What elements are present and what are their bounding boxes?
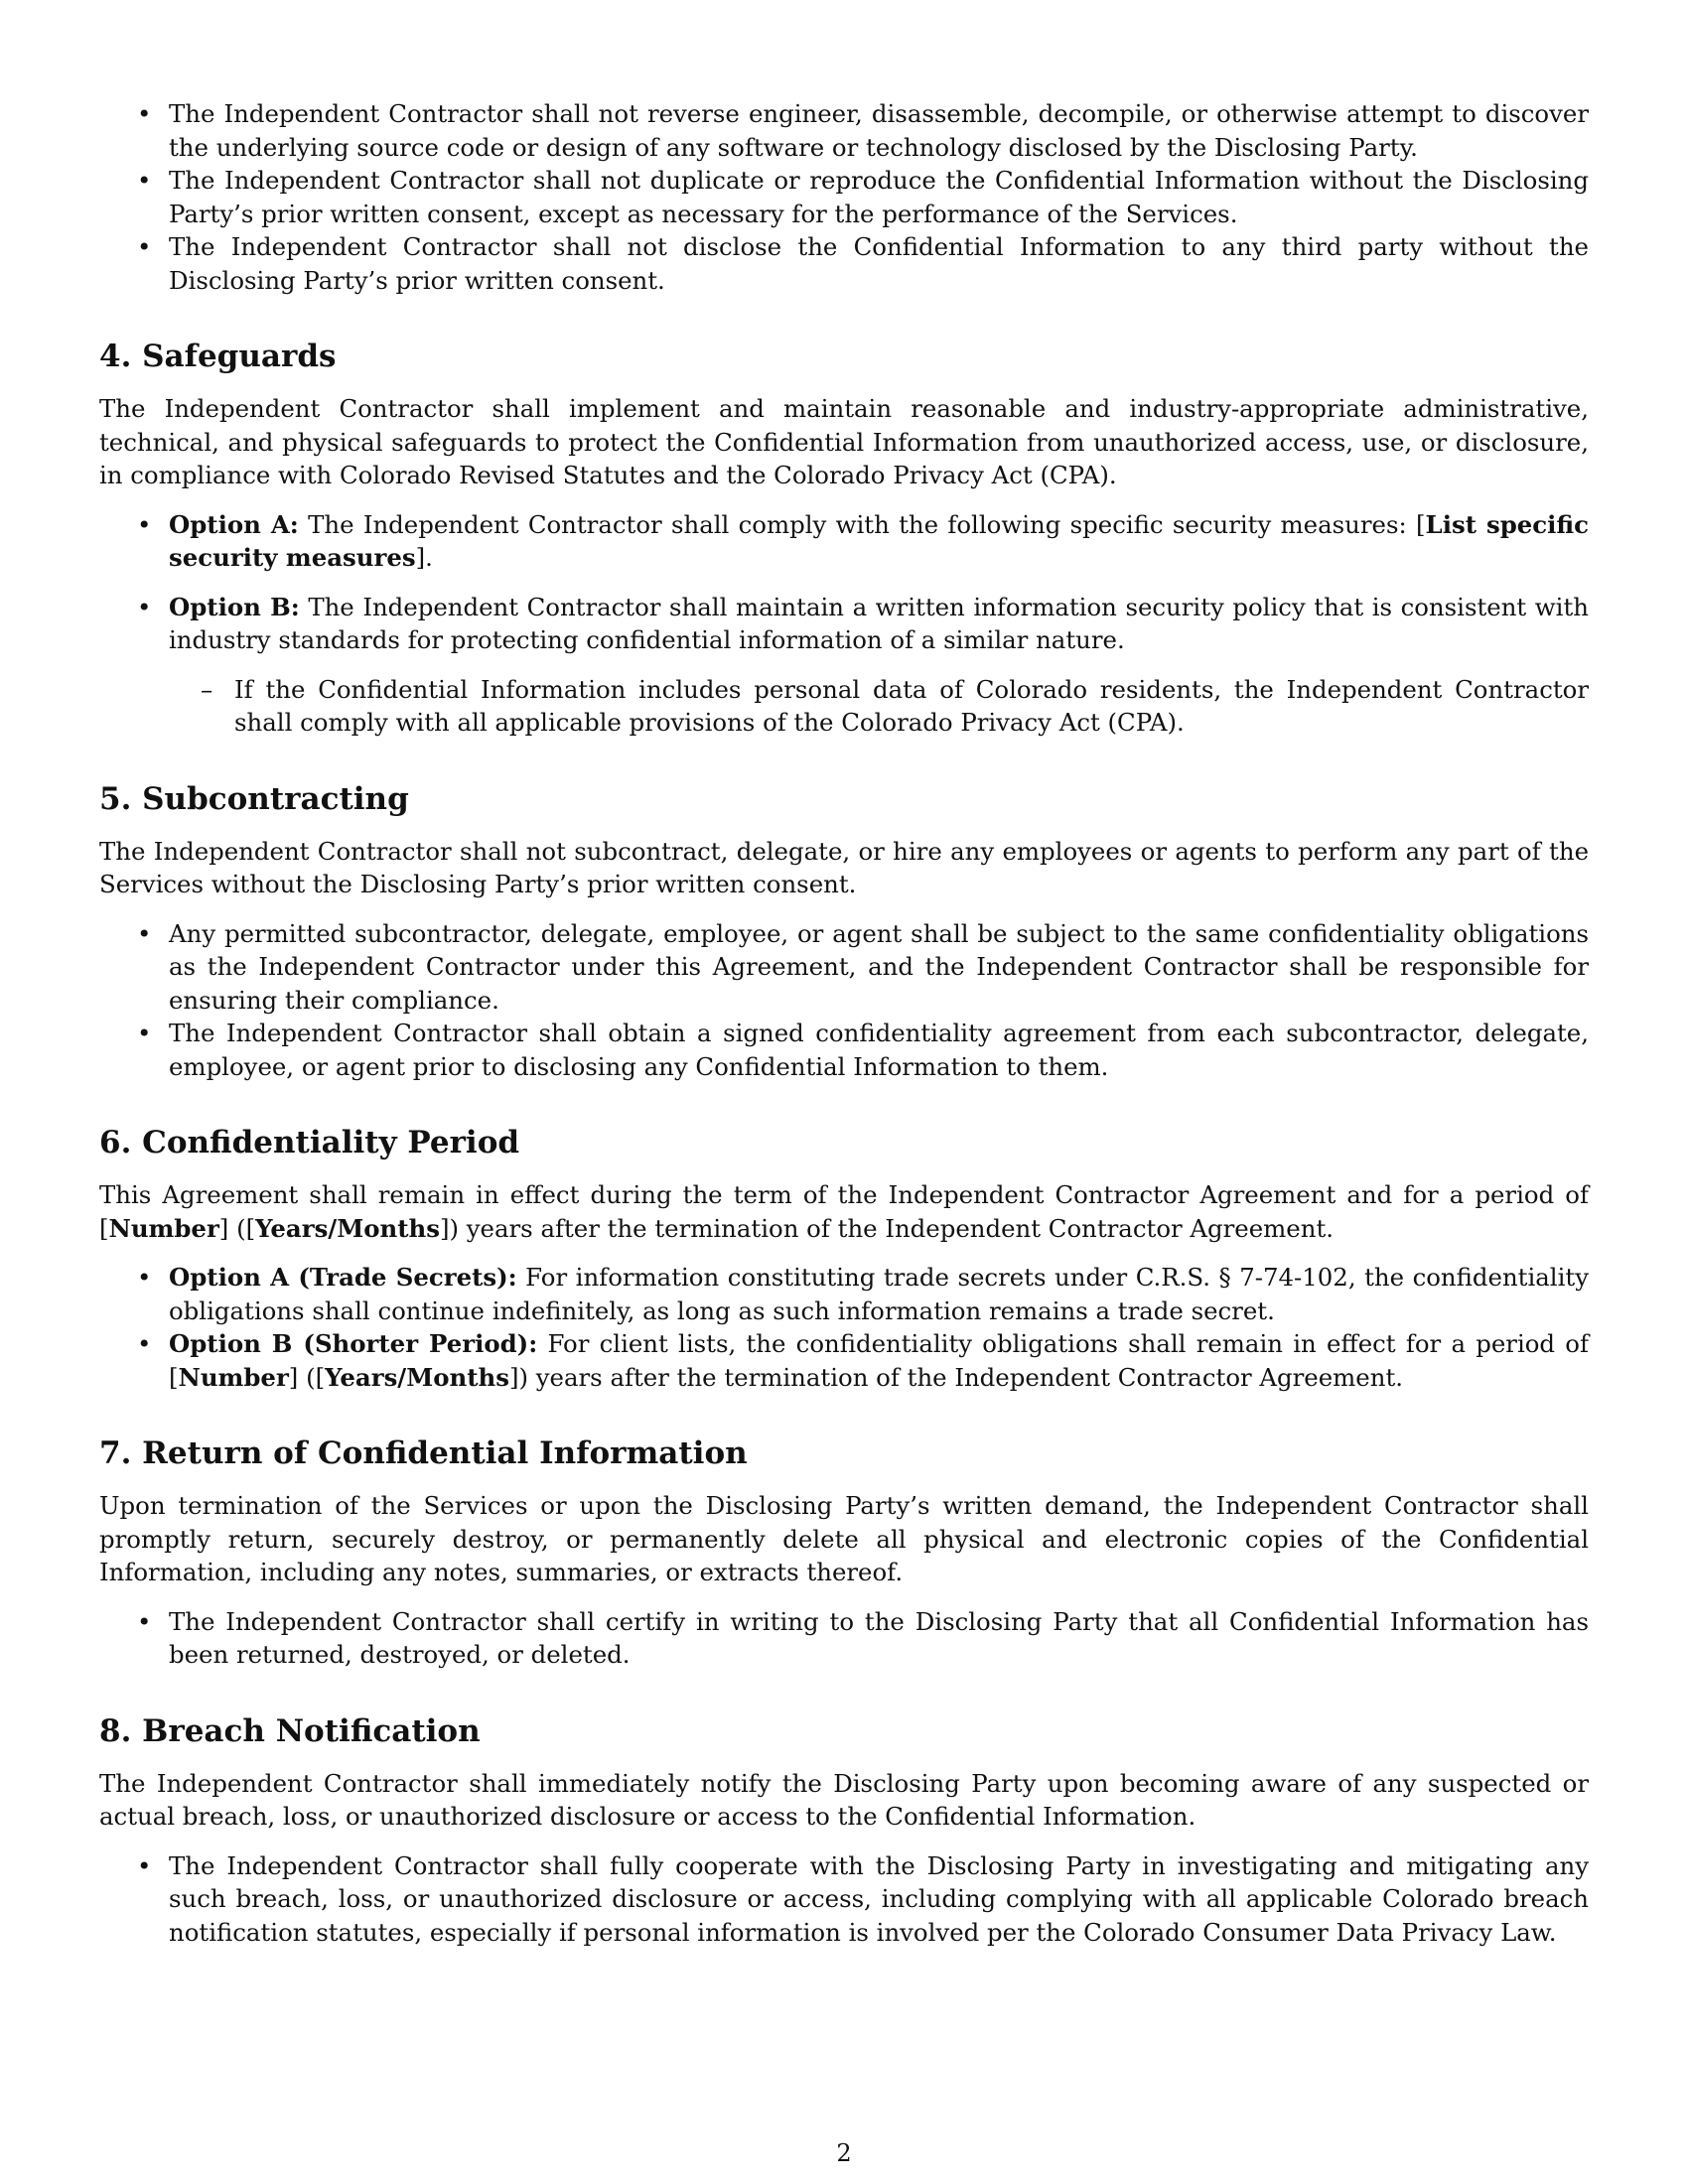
- list-item: • The Independent Contractor shall not reverse engineer, disassemble, decompile, or otherwise attempt to discover the underlying source code or design of any software or technology disclosed by the Disclosing Party.: [99, 97, 1589, 164]
- safeguards-options-list: [99, 508, 1589, 740]
- section-body-return-of-information: Upon termination of the Services or upon the Disclosing Party’s written demand, the Independent Contractor shall promptly return, securely destroy, or permanently delete all physical and electronic copies of the Confidential Information, including any notes, summaries, or extracts thereof.: [99, 1491, 1589, 1586]
- placeholder-text: List specific security measures: [169, 509, 1590, 572]
- option-text: The Independent Contractor shall comply with the following specific security measures:: [298, 509, 1417, 539]
- list-item: • The Independent Contractor shall not disclose the Confidential Information to any third party without the Disclosing Party’s prior written consent.: [99, 230, 1589, 297]
- section-body-confidentiality-period: This Agreement shall remain in effect during the term of the Independent Contractor Agreement and for a period of [Number] ([Years/Months]) years after the termination of the Independent Contractor Agreement.: [99, 1180, 1589, 1243]
- subcontracting-list: [99, 917, 1589, 1084]
- body-text: This Agreement shall remain in effect during the term of the Independent Contractor Agreement and for a period of: [99, 1180, 1589, 1209]
- sub-list: [169, 673, 1589, 740]
- body-text: ) years after the termination of the Independent Contractor Agreement.: [449, 1213, 1334, 1243]
- option-text: For client lists, the confidentiality obligations shall remain in effect for a period of: [537, 1329, 1589, 1358]
- placeholder-text: Years/Months: [255, 1213, 440, 1243]
- placeholder-text: Number: [178, 1362, 289, 1392]
- confidentiality-period-options-list: [99, 1261, 1589, 1394]
- section-heading-breach-notification: 8. Breach Notification: [99, 1712, 481, 1749]
- option-label: Option B (Shorter Period):: [169, 1329, 538, 1358]
- document-content: [99, 97, 1589, 1949]
- list-item: • Option B (Shorter Period): For client lists, the confidentiality obligations shall remain in effect for a period of [Number] ([Years/Months]) years after the termination of the Independent Contractor Agreement.: [99, 1327, 1589, 1394]
- section-heading-return-of-information: 7. Return of Confidential Information: [99, 1435, 748, 1471]
- list-item: • The Independent Contractor shall certify in writing to the Disclosing Party that all Confidential Information has been returned, destroyed, or deleted.: [99, 1605, 1589, 1672]
- list-item: • Option A: The Independent Contractor shall comply with the following specific security measures: [List specific security measures].: [99, 508, 1589, 575]
- list-item: [99, 1261, 1589, 1327]
- section-body-breach-notification: The Independent Contractor shall immediately notify the Disclosing Party upon becoming aware of any suspected or actual breach, loss, or unauthorized disclosure or access to the Confidential Information.: [99, 1768, 1589, 1831]
- list-item: • Any permitted subcontractor, delegate, employee, or agent shall be subject to the same confidentiality obligations as the Independent Contractor under this Agreement, and the Independent Contractor shall be responsible for ensuring their compliance.: [99, 917, 1589, 1018]
- placeholder-text: Years/Months: [325, 1362, 509, 1392]
- list-item: • The Independent Contractor shall not duplicate or reproduce the Confidential Information without the Disclosing Party’s prior written consent, except as necessary for the performance of the Services.: [99, 164, 1589, 230]
- section-heading-safeguards: 4. Safeguards: [99, 339, 337, 374]
- return-list: [99, 1605, 1589, 1672]
- section-heading-subcontracting: 5. Subcontracting: [99, 780, 409, 817]
- section-body-safeguards: The Independent Contractor shall implement and maintain reasonable and industry-appropriate administrative, technical, and physical safeguards to protect the Confidential Information from unauthorized access, use, or disclosure, in compliance with Colorado Revised Statutes and the Colorado Privacy Act (CPA).: [99, 394, 1589, 489]
- section-body-subcontracting: The Independent Contractor shall not subcontract, delegate, or hire any employees or agents to perform any part of the Services without the Disclosing Party’s prior written consent.: [99, 836, 1589, 898]
- option-text: ) years after the termination of the Independent Contractor Agreement.: [518, 1362, 1403, 1392]
- placeholder-text: Number: [108, 1213, 219, 1243]
- option-label: Option B:: [169, 592, 300, 621]
- list-item: [99, 591, 1589, 740]
- breach-list: [99, 1849, 1589, 1950]
- section-heading-confidentiality-period: 6. Confidentiality Period: [99, 1125, 520, 1160]
- page-number: 2: [836, 2139, 852, 2167]
- list-item: • The Independent Contractor shall obtain a signed confidentiality agreement from each subcontractor, delegate, employee, or agent prior to disclosing any Confidential Information to them.: [99, 1017, 1589, 1083]
- option-label: Option A:: [169, 509, 299, 539]
- option-text: The Independent Contractor shall maintain a written information security policy that is consistent with industry standards for protecting confidential information of a similar nature.: [169, 592, 1589, 654]
- option-text: For information constituting trade secrets under C.R.S. § 7-74-102, the confidentiality obligations shall continue indefinitely, as long as such information remains a trade secret.: [169, 1263, 1589, 1325]
- sub-list-item: – If the Confidential Information includes personal data of Colorado residents, the Independent Contractor shall comply with all applicable provisions of the Colorado Privacy Act (CPA).: [169, 673, 1589, 740]
- confidentiality-obligations-list: [99, 97, 1589, 297]
- list-item: • The Independent Contractor shall fully cooperate with the Disclosing Party in investigating and mitigating any such breach, loss, or unauthorized disclosure or access, including complying with all applicable Colorado breach notification statutes, especially if personal information is involved per the Colorado Consumer Data Privacy Law.: [99, 1849, 1589, 1950]
- option-label: Option A (Trade Secrets):: [169, 1263, 517, 1292]
